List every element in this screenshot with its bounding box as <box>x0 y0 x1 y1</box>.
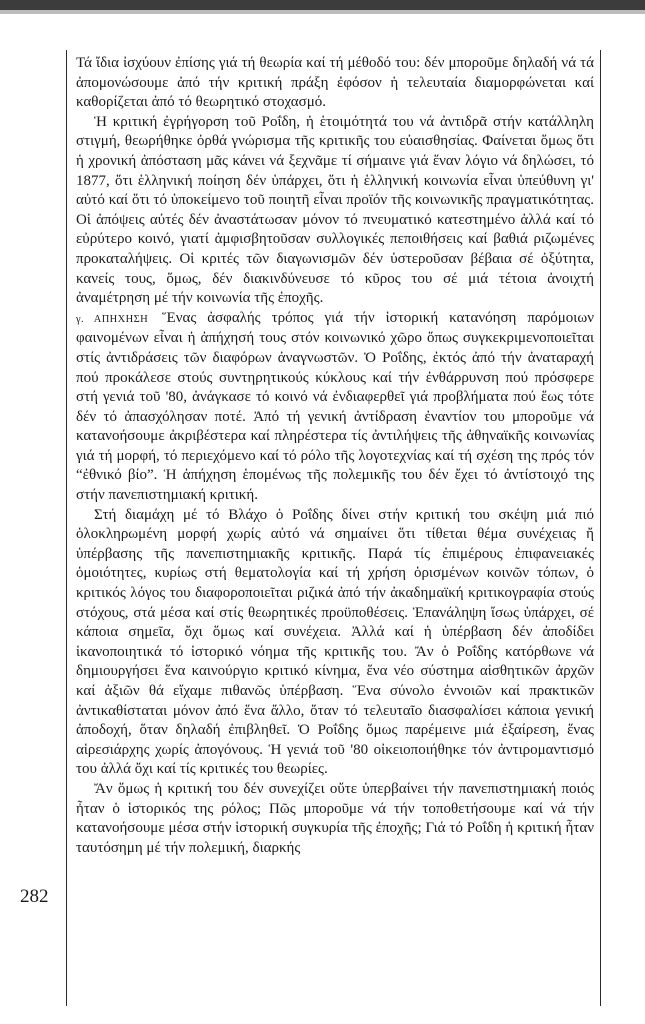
paragraph-reception <box>76 309 594 506</box>
paragraph-text: Στή διαμάχη μέ τό Βλάχο ὁ Ροΐδης δίνει στήν κριτική του σκέψη μιά πιό ὁλοκληρωμένη μορφή χωρίς αὐτό νά σημαίνει ὅτι τίθεται θέμα συνέχειας ἤ ὑπέρβασης τῆς πανεπιστημιακῆς κριτικῆς. Παρά τίς ἐπιμέρους ἐπιφανειακές ὁμοιότητες, κυρίως στή θεματολογία καί τή χρήση ὁρισμένων κοινῶν τόπων, ὁ κριτικός λόγος του διαφοροποιεῖται ριζικά ἀπό τήν ἀκαδημαϊκή κριτικογραφία στούς στόχους, στά μέσα καί στίς θεωρητικές προϋποθέσεις. Ἐπανάληψη ἴσως ὑπάρχει, σέ κάποια σημεῖα, ὄχι ὅμως καί συνέχεια. Ἀλλά καί ἡ ὑπέρβαση δέν ἀποδίδει ἱκανοποιητικά τό ἱστορικό νόημα τῆς κριτικῆς του. Ἄν ὁ Ροΐδης κατόρθωνε νά δημιουργήσει ἕνα καινούργιο κριτικό κίνημα, ἕνα νέο σύστημα αἰσθητικῶν ἀρχῶν καί ἀξιῶν θά εἴχαμε πιθανῶς ὑπέρβαση. Ἕνα σύνολο ἐννοιῶν καί πρακτικῶν ἀντικαθίσταται μόνον ἀπό ἕνα ἄλλο, ὅταν τό τελευταῖο διασφαλίσει κάποια γενική ἀποδοχή, ὅταν δηλαδή ἐπιβληθεῖ. Ὁ Ροΐδης ὅμως παρέμεινε μιά ἐξαίρεση, ἕνας αἱρεσιάρχης χωρίς ἀπογόνους. Ἡ γενιά τοῦ '80 οἰκειοποιήθηκε τόν ἀντιρομαντισμό του ἀλλά ὄχι καί τίς κριτικές του θεωρίες. <box>76 506 594 778</box>
paragraph-critical-vigilance <box>76 113 594 309</box>
scan-top-edge <box>0 0 645 10</box>
paragraph-text: Τά ἴδια ἰσχύουν ἐπίσης γιά τή θεωρία καί τή μέθοδό του: δέν μποροῦμε δηλαδή νά τά ἀπομονώσουμε ἀπό τήν κριτική πράξη ἐφόσον ἡ τελευταία διαμορφώνεται καί καθορίζεται ἀπό τό θεωρητικό στοχασμό. <box>76 55 594 111</box>
section-label-apichisi: γ. ΑΠΗΧΗΣΗ <box>76 313 149 325</box>
scan-top-edge-shadow <box>0 10 645 14</box>
paragraph-text: Ἕνας ἀσφαλής τρόπος γιά τήν ἱστορική κατανόηση παρόμοιων φαινομένων εἶναι ἡ ἀπήχησή τους στόν κοινωνικό χῶρο ὅπως συγκεκριμενοποιεῖται στίς ἀντιδράσεις τῶν διαφόρων ἀναγνωστῶν. Ὁ Ροΐδης, ἐκτός ἀπό τήν ἀναταραχή πού προκάλεσε στούς συντηρητικούς κύκλους καί τήν ἐνθάρρυνση πού πρόσφερε στή γενιά τοῦ '80, ἀνάγκασε τό κοινό νά ἐνδιαφερθεῖ γιά προβλήματα πού ἕως τότε δέν τό ἀπασχόλησαν ποτέ. Ἀπό τή γενική ἀντίδραση ἐναντίον του μποροῦμε νά κατανοήσουμε ἀκριβέστερα καί πληρέστερα τίς ἀντιλήψεις τῆς ἀθηναϊκῆς κοινωνίας γιά τή μορφή, τό περιεχόμενο καί τό ρόλο τῆς λογοτεχνίας καί τή σχέση της πρός τόν “ἐθνικό βίο”. Ἡ ἀπήχηση ἑπομένως τῆς πολεμικῆς του δέν ἔχει τό ἀντίστοιχό της στήν πανεπιστημιακή κριτική. <box>76 309 594 504</box>
paragraph-vlachos-dispute <box>76 506 594 780</box>
page-number: 282 <box>20 886 49 907</box>
paragraph-text: Ἄν ὅμως ἡ κριτική του δέν συνεχίζει οὔτε ὑπερβαίνει τήν πανεπιστημιακή ποιός ἦταν ὁ ἱστορικός της ρόλος; Πῶς μποροῦμε νά τήν τοποθετήσουμε καί νά τήν κατανοήσουμε μέσα στήν ἱστορική συγκυρία τῆς ἐποχῆς; Γιά τό Ροΐδη ἡ κριτική ἦταν ταυτόσημη μέ τήν πολεμική, διαρκής <box>76 780 594 856</box>
page-body <box>76 54 594 858</box>
left-margin-rule <box>66 50 67 1006</box>
paragraph-theory-method <box>76 54 594 113</box>
paragraph-text: Ἡ κριτική ἐγρήγορση τοῦ Ροΐδη, ἡ ἑτοιμότητά του νά ἀντιδρᾶ στήν κατάλληλη στιγμή, θεωρήθηκε ὀρθά γνώρισμα τῆς κριτικῆς του εὐαισθησίας. Φαίνεται ὅμως ὅτι ἡ χρονική ἀπόσταση μᾶς κάνει νά ξεχνᾶμε τί σήμαινε γιά ἕναν λόγιο νά δηλώσει, τό 1877, ὅτι ἑλληνική ποίηση δέν ὑπάρχει, ὅτι ἡ ἑλληνική κοινωνία εἶναι ὑπεύθυνη γι' αὐτό καί ὅτι τό ὑποκείμενο τοῦ ποιητῆ εἶναι προϊόν τῆς κοινωνικῆς πραγματικότητας. Οἱ ἀπόψεις αὐτές δέν ἀναστάτωσαν μόνον τό πνευματικό κατεστημένο ἀλλά καί τό εὐρύτερο κοινό, γιατί ἀμφισβητοῦσαν συλλογικές πεποιθήσεις καί βαθιά ριζωμένες προκαταλήψεις. Οἱ κριτές τῶν διαγωνισμῶν δέν ὑστεροῦσαν βέβαια σέ ὀξύτητα, κανείς τους, ὅμως, δέν διακινδύνευσε τό κῦρος του σέ μιά τέτοια ἀνοιχτή ἀναμέτρηση μέ τήν κοινωνία τῆς ἐποχῆς. <box>76 113 594 307</box>
paragraph-historical-role <box>76 780 594 858</box>
right-margin-rule <box>600 50 601 1006</box>
